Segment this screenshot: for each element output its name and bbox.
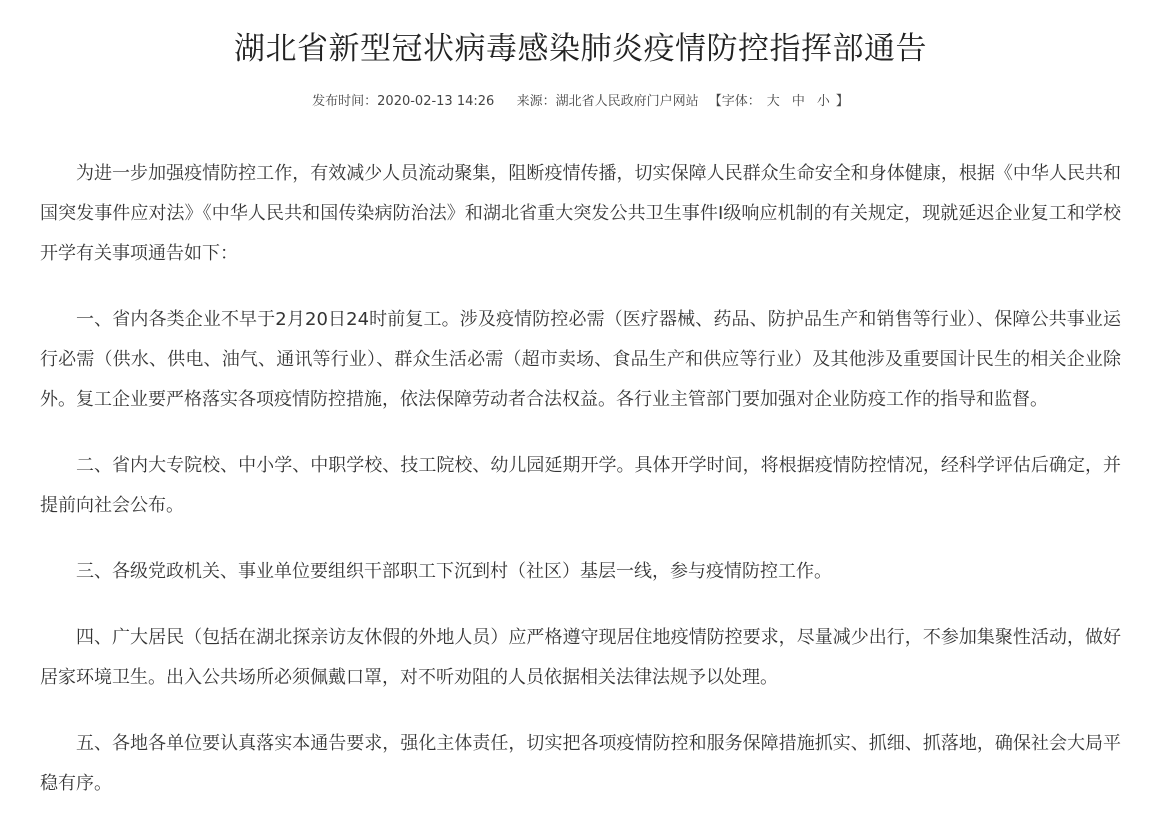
page-title: 湖北省新型冠状病毒感染肺炎疫情防控指挥部通告	[234, 31, 927, 67]
publish-time: 2020-02-13 14:26	[377, 94, 495, 109]
font-size-medium-button[interactable]: 中	[791, 94, 805, 109]
paragraph-item-1: 一、省内各类企业不早于2月20日24时前复工。涉及疫情防控必需（医疗器械、药品、防护品生产和销售等行业）、保障公共事业运行必需（供水、供电、油气、通讯等行业）、群众生活必需（超市卖场、食品生产和供应等行业）及其他涉及重要国计民生的相关企业除外。复工企业要严格落实各项疫情防控措施，依法保障劳动者合法权益。各行业主管部门要加强对企业防疫工作的指导和监督。	[40, 309, 1121, 410]
source-name: 湖北省人民政府门户网站	[555, 94, 699, 109]
font-size-label: 字体：	[721, 94, 761, 109]
paragraph-item-2: 二、省内大专院校、中小学、中职学校、技工院校、幼儿园延期开学。具体开学时间，将根据疫情防控情况，经科学评估后确定，并提前向社会公布。	[40, 455, 1121, 516]
paragraph-item-5: 五、各地各单位要认真落实本通告要求，强化主体责任，切实把各项疫情防控和服务保障措施抓实、抓细、抓落地，确保社会大局平稳有序。	[40, 733, 1121, 794]
font-bracket-close: 】	[835, 94, 849, 109]
font-bracket-open: 【	[708, 94, 722, 109]
paragraph-item-4: 四、广大居民（包括在湖北探亲访友休假的外地人员）应严格遵守现居住地疫情防控要求，尽量减少出行，不参加集聚性活动，做好居家环境卫生。出入公共场所必须佩戴口罩，对不听劝阻的人员依据相关法律法规予以处理。	[40, 627, 1121, 688]
paragraph-intro: 为进一步加强疫情防控工作，有效减少人员流动聚集，阻断疫情传播，切实保障人民群众生命安全和身体健康，根据《中华人民共和国突发事件应对法》《中华人民共和国传染病防治法》和湖北省重大突发公共卫生事件I级响应机制的有关规定，现就延迟企业复工和学校开学有关事项通告如下：	[40, 163, 1121, 264]
font-size-small-button[interactable]: 小	[816, 94, 830, 109]
paragraph-item-3: 三、各级党政机关、事业单位要组织干部职工下沉到村（社区）基层一线，参与疫情防控工作。	[76, 561, 832, 582]
publish-time-label: 发布时间：	[312, 94, 378, 109]
source-label: 来源：	[516, 94, 556, 109]
font-size-control	[709, 92, 849, 112]
article-body	[40, 154, 1121, 804]
article-meta	[40, 92, 1121, 112]
font-size-large-button[interactable]: 大	[766, 94, 780, 109]
